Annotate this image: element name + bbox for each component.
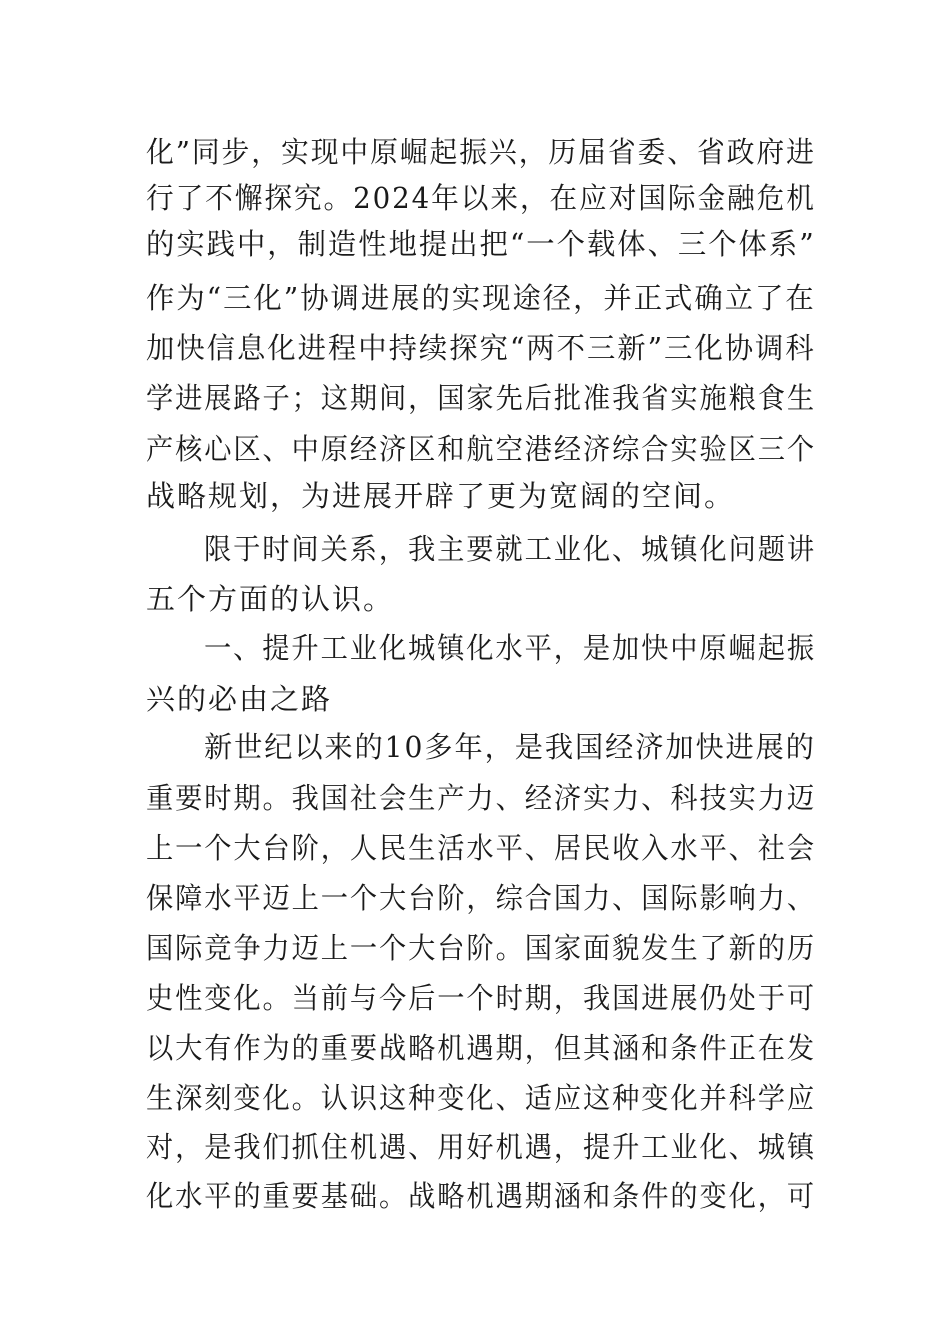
text-line: 五个方面的认识。: [146, 582, 395, 616]
text-line: 加快信息化进程中持续探究“两不三新”三化协调科: [146, 331, 816, 365]
text-line: 保障水平迈上一个大台阶，综合国力、国际影响力、: [146, 881, 817, 915]
text-line: 的实践中，制造性地提出把“一个载体、三个体系”: [146, 227, 816, 261]
section-heading: 一、提升工业化城镇化水平，是加快中原崛起振: [204, 631, 817, 665]
text-line: 生深刻变化。认识这种变化、适应这种变化并科学应: [146, 1081, 817, 1115]
text-line: 重要时期。我国社会生产力、经济实力、科技实力迈: [146, 781, 817, 815]
text-line: 新世纪以来的10多年，是我国经济加快进展的: [204, 730, 816, 764]
text-line: 限于时间关系，我主要就工业化、城镇化问题讲: [204, 532, 817, 566]
text-line: 产核心区、中原经济区和航空港经济综合实验区三个: [146, 432, 817, 466]
text-line: 对，是我们抓住机遇、用好机遇，提升工业化、城镇: [146, 1130, 817, 1164]
text-line: 行了不懈探究。2024年以来，在应对国际金融危机: [146, 181, 816, 215]
text-line: 化”同步，实现中原崛起振兴，历届省委、省政府进: [146, 135, 816, 169]
text-line: 以大有作为的重要战略机遇期，但其涵和条件正在发: [146, 1031, 817, 1065]
text-line: 史性变化。当前与今后一个时期，我国进展仍处于可: [146, 981, 817, 1015]
text-line: 国际竞争力迈上一个大台阶。国家面貌发生了新的历: [146, 931, 817, 965]
text-line: 上一个大台阶，人民生活水平、居民收入水平、社会: [146, 831, 817, 865]
text-line: 学进展路子；这期间，国家先后批准我省实施粮食生: [146, 381, 817, 415]
text-line: 战略规划，为进展开辟了更为宽阔的空间。: [146, 479, 736, 513]
text-line: 作为“三化”协调进展的实现途径，并正式确立了在: [146, 281, 816, 315]
text-line: 化水平的重要基础。战略机遇期涵和条件的变化，可: [146, 1179, 817, 1213]
section-heading-continued: 兴的必由之路: [146, 682, 333, 716]
